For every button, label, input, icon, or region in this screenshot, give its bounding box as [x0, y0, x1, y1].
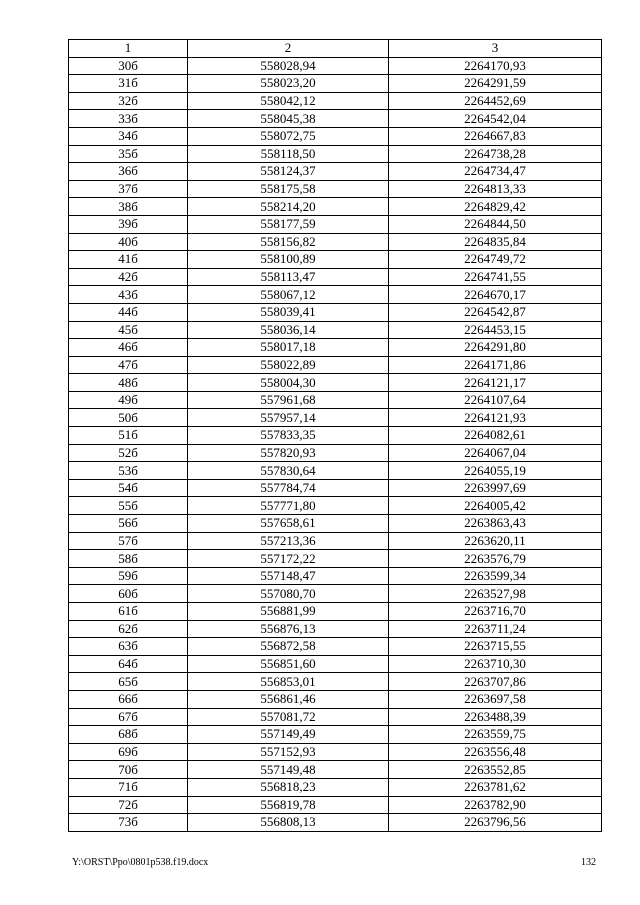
table-row — [69, 515, 602, 533]
y-coordinate-cell: 2263716,70 — [389, 603, 602, 621]
y-coordinate-cell: 2264067,04 — [389, 444, 602, 462]
table-row — [69, 286, 602, 304]
point-id-cell: 53б — [69, 462, 188, 480]
x-coordinate-cell: 557961,68 — [188, 391, 389, 409]
table-row — [69, 567, 602, 585]
x-coordinate-cell: 557957,14 — [188, 409, 389, 427]
point-id-cell: 43б — [69, 286, 188, 304]
x-coordinate-cell: 557172,22 — [188, 550, 389, 568]
y-coordinate-cell: 2263527,98 — [389, 585, 602, 603]
point-id-cell: 69б — [69, 743, 188, 761]
x-coordinate-cell: 557771,80 — [188, 497, 389, 515]
footer-page-number: 132 — [581, 857, 596, 868]
y-coordinate-cell: 2263576,79 — [389, 550, 602, 568]
table-row — [69, 726, 602, 744]
y-coordinate-cell: 2263715,55 — [389, 638, 602, 656]
point-id-cell: 71б — [69, 778, 188, 796]
point-id-cell: 36б — [69, 163, 188, 181]
y-coordinate-cell: 2263556,48 — [389, 743, 602, 761]
point-id-cell: 49б — [69, 391, 188, 409]
table-row — [69, 303, 602, 321]
table-row — [69, 655, 602, 673]
table-row — [69, 215, 602, 233]
y-coordinate-cell: 2264738,28 — [389, 145, 602, 163]
y-coordinate-cell: 2263710,30 — [389, 655, 602, 673]
table-row — [69, 339, 602, 357]
table-row — [69, 603, 602, 621]
x-coordinate-cell: 558028,94 — [188, 57, 389, 75]
y-coordinate-cell: 2264813,33 — [389, 180, 602, 198]
x-coordinate-cell: 558124,37 — [188, 163, 389, 181]
table-row — [69, 479, 602, 497]
y-coordinate-cell: 2264734,47 — [389, 163, 602, 181]
point-id-cell: 55б — [69, 497, 188, 515]
table-row — [69, 444, 602, 462]
x-coordinate-cell: 558113,47 — [188, 268, 389, 286]
point-id-cell: 65б — [69, 673, 188, 691]
y-coordinate-cell: 2264667,83 — [389, 127, 602, 145]
point-id-cell: 46б — [69, 339, 188, 357]
table-row — [69, 550, 602, 568]
table-row — [69, 814, 602, 832]
x-coordinate-cell: 556872,58 — [188, 638, 389, 656]
point-id-cell: 40б — [69, 233, 188, 251]
x-coordinate-cell: 558045,38 — [188, 110, 389, 128]
y-coordinate-cell: 2264844,50 — [389, 215, 602, 233]
x-coordinate-cell: 557149,49 — [188, 726, 389, 744]
point-id-cell: 35б — [69, 145, 188, 163]
table-row — [69, 690, 602, 708]
point-id-cell: 67б — [69, 708, 188, 726]
point-id-cell: 44б — [69, 303, 188, 321]
x-coordinate-cell: 558177,59 — [188, 215, 389, 233]
point-id-cell: 64б — [69, 655, 188, 673]
table-row — [69, 620, 602, 638]
x-coordinate-cell: 556808,13 — [188, 814, 389, 832]
x-coordinate-cell: 556819,78 — [188, 796, 389, 814]
table-row — [69, 374, 602, 392]
y-coordinate-cell: 2263796,56 — [389, 814, 602, 832]
table-body — [69, 57, 602, 831]
x-coordinate-cell: 557784,74 — [188, 479, 389, 497]
table-row — [69, 251, 602, 269]
x-coordinate-cell: 556851,60 — [188, 655, 389, 673]
table-row — [69, 268, 602, 286]
point-id-cell: 31б — [69, 75, 188, 93]
table-row — [69, 497, 602, 515]
x-coordinate-cell: 558067,12 — [188, 286, 389, 304]
column-header-3: 3 — [389, 40, 602, 58]
table-row — [69, 427, 602, 445]
point-id-cell: 51б — [69, 427, 188, 445]
column-header-1: 1 — [69, 40, 188, 58]
y-coordinate-cell: 2263711,24 — [389, 620, 602, 638]
coordinates-table — [68, 39, 602, 832]
point-id-cell: 50б — [69, 409, 188, 427]
point-id-cell: 68б — [69, 726, 188, 744]
y-coordinate-cell: 2263707,86 — [389, 673, 602, 691]
x-coordinate-cell: 558214,20 — [188, 198, 389, 216]
x-coordinate-cell: 558017,18 — [188, 339, 389, 357]
point-id-cell: 37б — [69, 180, 188, 198]
y-coordinate-cell: 2264670,17 — [389, 286, 602, 304]
x-coordinate-cell: 558039,41 — [188, 303, 389, 321]
y-coordinate-cell: 2263997,69 — [389, 479, 602, 497]
point-id-cell: 30б — [69, 57, 188, 75]
x-coordinate-cell: 556861,46 — [188, 690, 389, 708]
table-row — [69, 163, 602, 181]
point-id-cell: 45б — [69, 321, 188, 339]
footer-file-path: Y:\ORST\Ppo\0801p538.f19.docx — [72, 857, 209, 868]
x-coordinate-cell: 557213,36 — [188, 532, 389, 550]
x-coordinate-cell: 557080,70 — [188, 585, 389, 603]
y-coordinate-cell: 2263782,90 — [389, 796, 602, 814]
table-row — [69, 92, 602, 110]
x-coordinate-cell: 556881,99 — [188, 603, 389, 621]
point-id-cell: 48б — [69, 374, 188, 392]
y-coordinate-cell: 2264835,84 — [389, 233, 602, 251]
point-id-cell: 42б — [69, 268, 188, 286]
y-coordinate-cell: 2264453,15 — [389, 321, 602, 339]
table-row — [69, 796, 602, 814]
y-coordinate-cell: 2263559,75 — [389, 726, 602, 744]
table-row — [69, 321, 602, 339]
x-coordinate-cell: 558036,14 — [188, 321, 389, 339]
y-coordinate-cell: 2264542,04 — [389, 110, 602, 128]
y-coordinate-cell: 2264005,42 — [389, 497, 602, 515]
table-row — [69, 180, 602, 198]
y-coordinate-cell: 2264082,61 — [389, 427, 602, 445]
x-coordinate-cell: 558175,58 — [188, 180, 389, 198]
x-coordinate-cell: 557830,64 — [188, 462, 389, 480]
y-coordinate-cell: 2263697,58 — [389, 690, 602, 708]
x-coordinate-cell: 558156,82 — [188, 233, 389, 251]
y-coordinate-cell: 2264170,93 — [389, 57, 602, 75]
y-coordinate-cell: 2263620,11 — [389, 532, 602, 550]
y-coordinate-cell: 2263781,62 — [389, 778, 602, 796]
table-row — [69, 743, 602, 761]
column-header-2: 2 — [188, 40, 389, 58]
point-id-cell: 34б — [69, 127, 188, 145]
y-coordinate-cell: 2264055,19 — [389, 462, 602, 480]
y-coordinate-cell: 2263488,39 — [389, 708, 602, 726]
table-row — [69, 462, 602, 480]
point-id-cell: 72б — [69, 796, 188, 814]
y-coordinate-cell: 2264107,64 — [389, 391, 602, 409]
x-coordinate-cell: 558042,12 — [188, 92, 389, 110]
x-coordinate-cell: 558100,89 — [188, 251, 389, 269]
point-id-cell: 61б — [69, 603, 188, 621]
x-coordinate-cell: 556818,23 — [188, 778, 389, 796]
y-coordinate-cell: 2264121,93 — [389, 409, 602, 427]
table-row — [69, 778, 602, 796]
x-coordinate-cell: 557081,72 — [188, 708, 389, 726]
table-row — [69, 110, 602, 128]
x-coordinate-cell: 556876,13 — [188, 620, 389, 638]
table-row — [69, 673, 602, 691]
x-coordinate-cell: 557148,47 — [188, 567, 389, 585]
y-coordinate-cell: 2264291,80 — [389, 339, 602, 357]
y-coordinate-cell: 2264121,17 — [389, 374, 602, 392]
table-row — [69, 409, 602, 427]
y-coordinate-cell: 2263863,43 — [389, 515, 602, 533]
table-row — [69, 708, 602, 726]
table-row — [69, 391, 602, 409]
x-coordinate-cell: 556853,01 — [188, 673, 389, 691]
point-id-cell: 41б — [69, 251, 188, 269]
x-coordinate-cell: 557152,93 — [188, 743, 389, 761]
y-coordinate-cell: 2263552,85 — [389, 761, 602, 779]
table-row — [69, 638, 602, 656]
table-row — [69, 356, 602, 374]
point-id-cell: 38б — [69, 198, 188, 216]
point-id-cell: 52б — [69, 444, 188, 462]
table-row — [69, 127, 602, 145]
y-coordinate-cell: 2264171,86 — [389, 356, 602, 374]
point-id-cell: 32б — [69, 92, 188, 110]
x-coordinate-cell: 557820,93 — [188, 444, 389, 462]
table-row — [69, 75, 602, 93]
table-row — [69, 532, 602, 550]
table-row — [69, 57, 602, 75]
point-id-cell: 62б — [69, 620, 188, 638]
point-id-cell: 57б — [69, 532, 188, 550]
table-row — [69, 198, 602, 216]
table-row — [69, 585, 602, 603]
x-coordinate-cell: 558118,50 — [188, 145, 389, 163]
point-id-cell: 56б — [69, 515, 188, 533]
point-id-cell: 54б — [69, 479, 188, 497]
point-id-cell: 39б — [69, 215, 188, 233]
point-id-cell: 70б — [69, 761, 188, 779]
point-id-cell: 73б — [69, 814, 188, 832]
x-coordinate-cell: 557149,48 — [188, 761, 389, 779]
y-coordinate-cell: 2264829,42 — [389, 198, 602, 216]
point-id-cell: 47б — [69, 356, 188, 374]
table-row — [69, 145, 602, 163]
point-id-cell: 33б — [69, 110, 188, 128]
point-id-cell: 66б — [69, 690, 188, 708]
x-coordinate-cell: 558023,20 — [188, 75, 389, 93]
point-id-cell: 58б — [69, 550, 188, 568]
y-coordinate-cell: 2264291,59 — [389, 75, 602, 93]
x-coordinate-cell: 557658,61 — [188, 515, 389, 533]
y-coordinate-cell: 2264452,69 — [389, 92, 602, 110]
x-coordinate-cell: 558022,89 — [188, 356, 389, 374]
point-id-cell: 60б — [69, 585, 188, 603]
point-id-cell: 59б — [69, 567, 188, 585]
x-coordinate-cell: 558004,30 — [188, 374, 389, 392]
y-coordinate-cell: 2264741,55 — [389, 268, 602, 286]
table-row — [69, 233, 602, 251]
x-coordinate-cell: 558072,75 — [188, 127, 389, 145]
y-coordinate-cell: 2264542,87 — [389, 303, 602, 321]
y-coordinate-cell: 2264749,72 — [389, 251, 602, 269]
y-coordinate-cell: 2263599,34 — [389, 567, 602, 585]
table-row — [69, 761, 602, 779]
table-header-row — [69, 40, 602, 58]
point-id-cell: 63б — [69, 638, 188, 656]
x-coordinate-cell: 557833,35 — [188, 427, 389, 445]
